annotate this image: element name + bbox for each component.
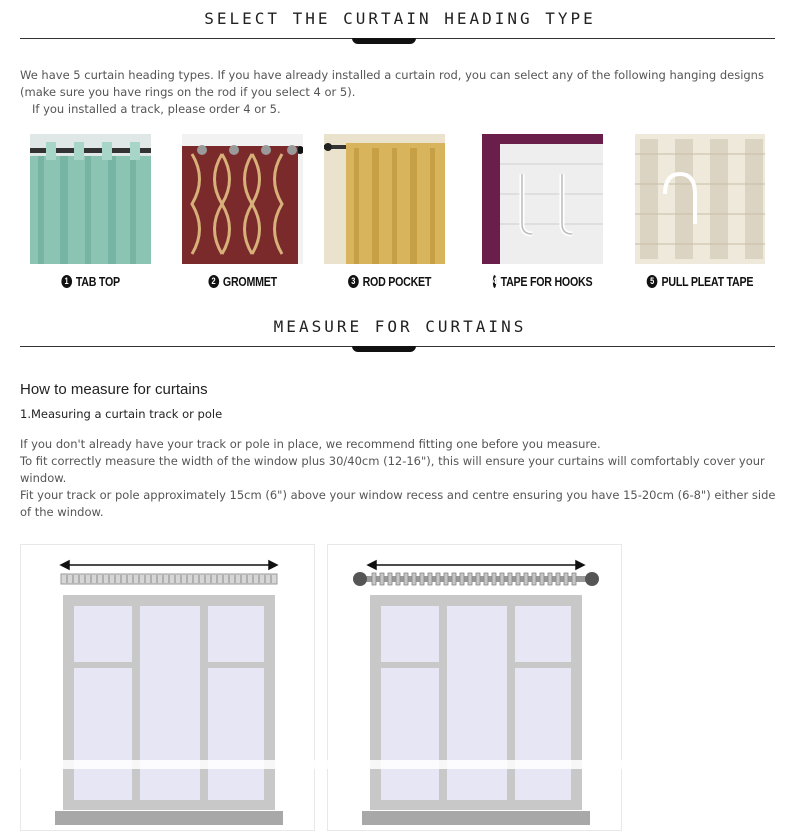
number-badge: 1	[61, 275, 72, 288]
tape-for-hooks-photo	[482, 134, 603, 264]
measure-paragraph-2: To fit correctly measure the width of the window plus 30/40cm (12-16"), this will ensure your curtains will comfortably cover your window.	[20, 454, 765, 485]
caption-label: TAB TOP	[75, 273, 120, 289]
measure-title: MEASURE FOR CURTAINS	[273, 317, 527, 336]
caption-tab-top	[41, 272, 140, 290]
heading-types-notch	[352, 38, 416, 44]
measure-step: 1.Measuring a curtain track or pole	[20, 407, 223, 421]
intro-line-3: If you installed a track, please order 4 or 5.	[32, 102, 281, 116]
measure-arrow-icon	[61, 561, 277, 569]
heading-types-title: SELECT THE CURTAIN HEADING TYPE	[204, 9, 596, 28]
intro-line-2: (make sure you have rings on the rod if you select 4 or 5).	[20, 85, 356, 99]
measure-paragraph-1: If you don't already have your track or pole in place, we recommend fitting one before you measure.	[20, 437, 601, 451]
measure-paragraph-3: Fit your track or pole approximately 15cm (6") above your window recess and centre ensuring you have 15-20cm (6-8") either side of the window.	[20, 488, 776, 519]
pull-pleat-tape-photo	[635, 134, 765, 264]
caption-pull-pleat-tape	[647, 272, 754, 290]
caption-label: ROD POCKET	[362, 273, 432, 289]
tab-top-photo	[30, 134, 151, 264]
number-badge: 5	[647, 275, 658, 288]
caption-label: TAPE FOR HOOKS	[500, 273, 593, 289]
measure-arrow-icon	[368, 561, 584, 569]
number-badge: 2	[208, 275, 219, 288]
number-badge: 4	[492, 275, 497, 286]
pole-diagram	[327, 544, 622, 831]
caption-tape-for-hooks	[493, 272, 592, 290]
track-diagram	[20, 544, 315, 831]
measure-notch	[352, 346, 416, 352]
intro-line-1: We have 5 curtain heading types. If you have already installed a curtain rod, you can select any of the following hanging designs	[20, 68, 764, 82]
caption-label: PULL PLEAT TAPE	[661, 273, 754, 289]
grommet-photo	[182, 134, 303, 264]
caption-grommet	[193, 272, 292, 290]
image-seam	[0, 760, 800, 769]
caption-label: GROMMET	[222, 273, 277, 289]
rod-pocket-photo	[324, 134, 445, 264]
measure-subtitle: How to measure for curtains	[20, 381, 208, 398]
number-badge: 3	[348, 275, 359, 288]
caption-rod-pocket	[336, 272, 443, 290]
